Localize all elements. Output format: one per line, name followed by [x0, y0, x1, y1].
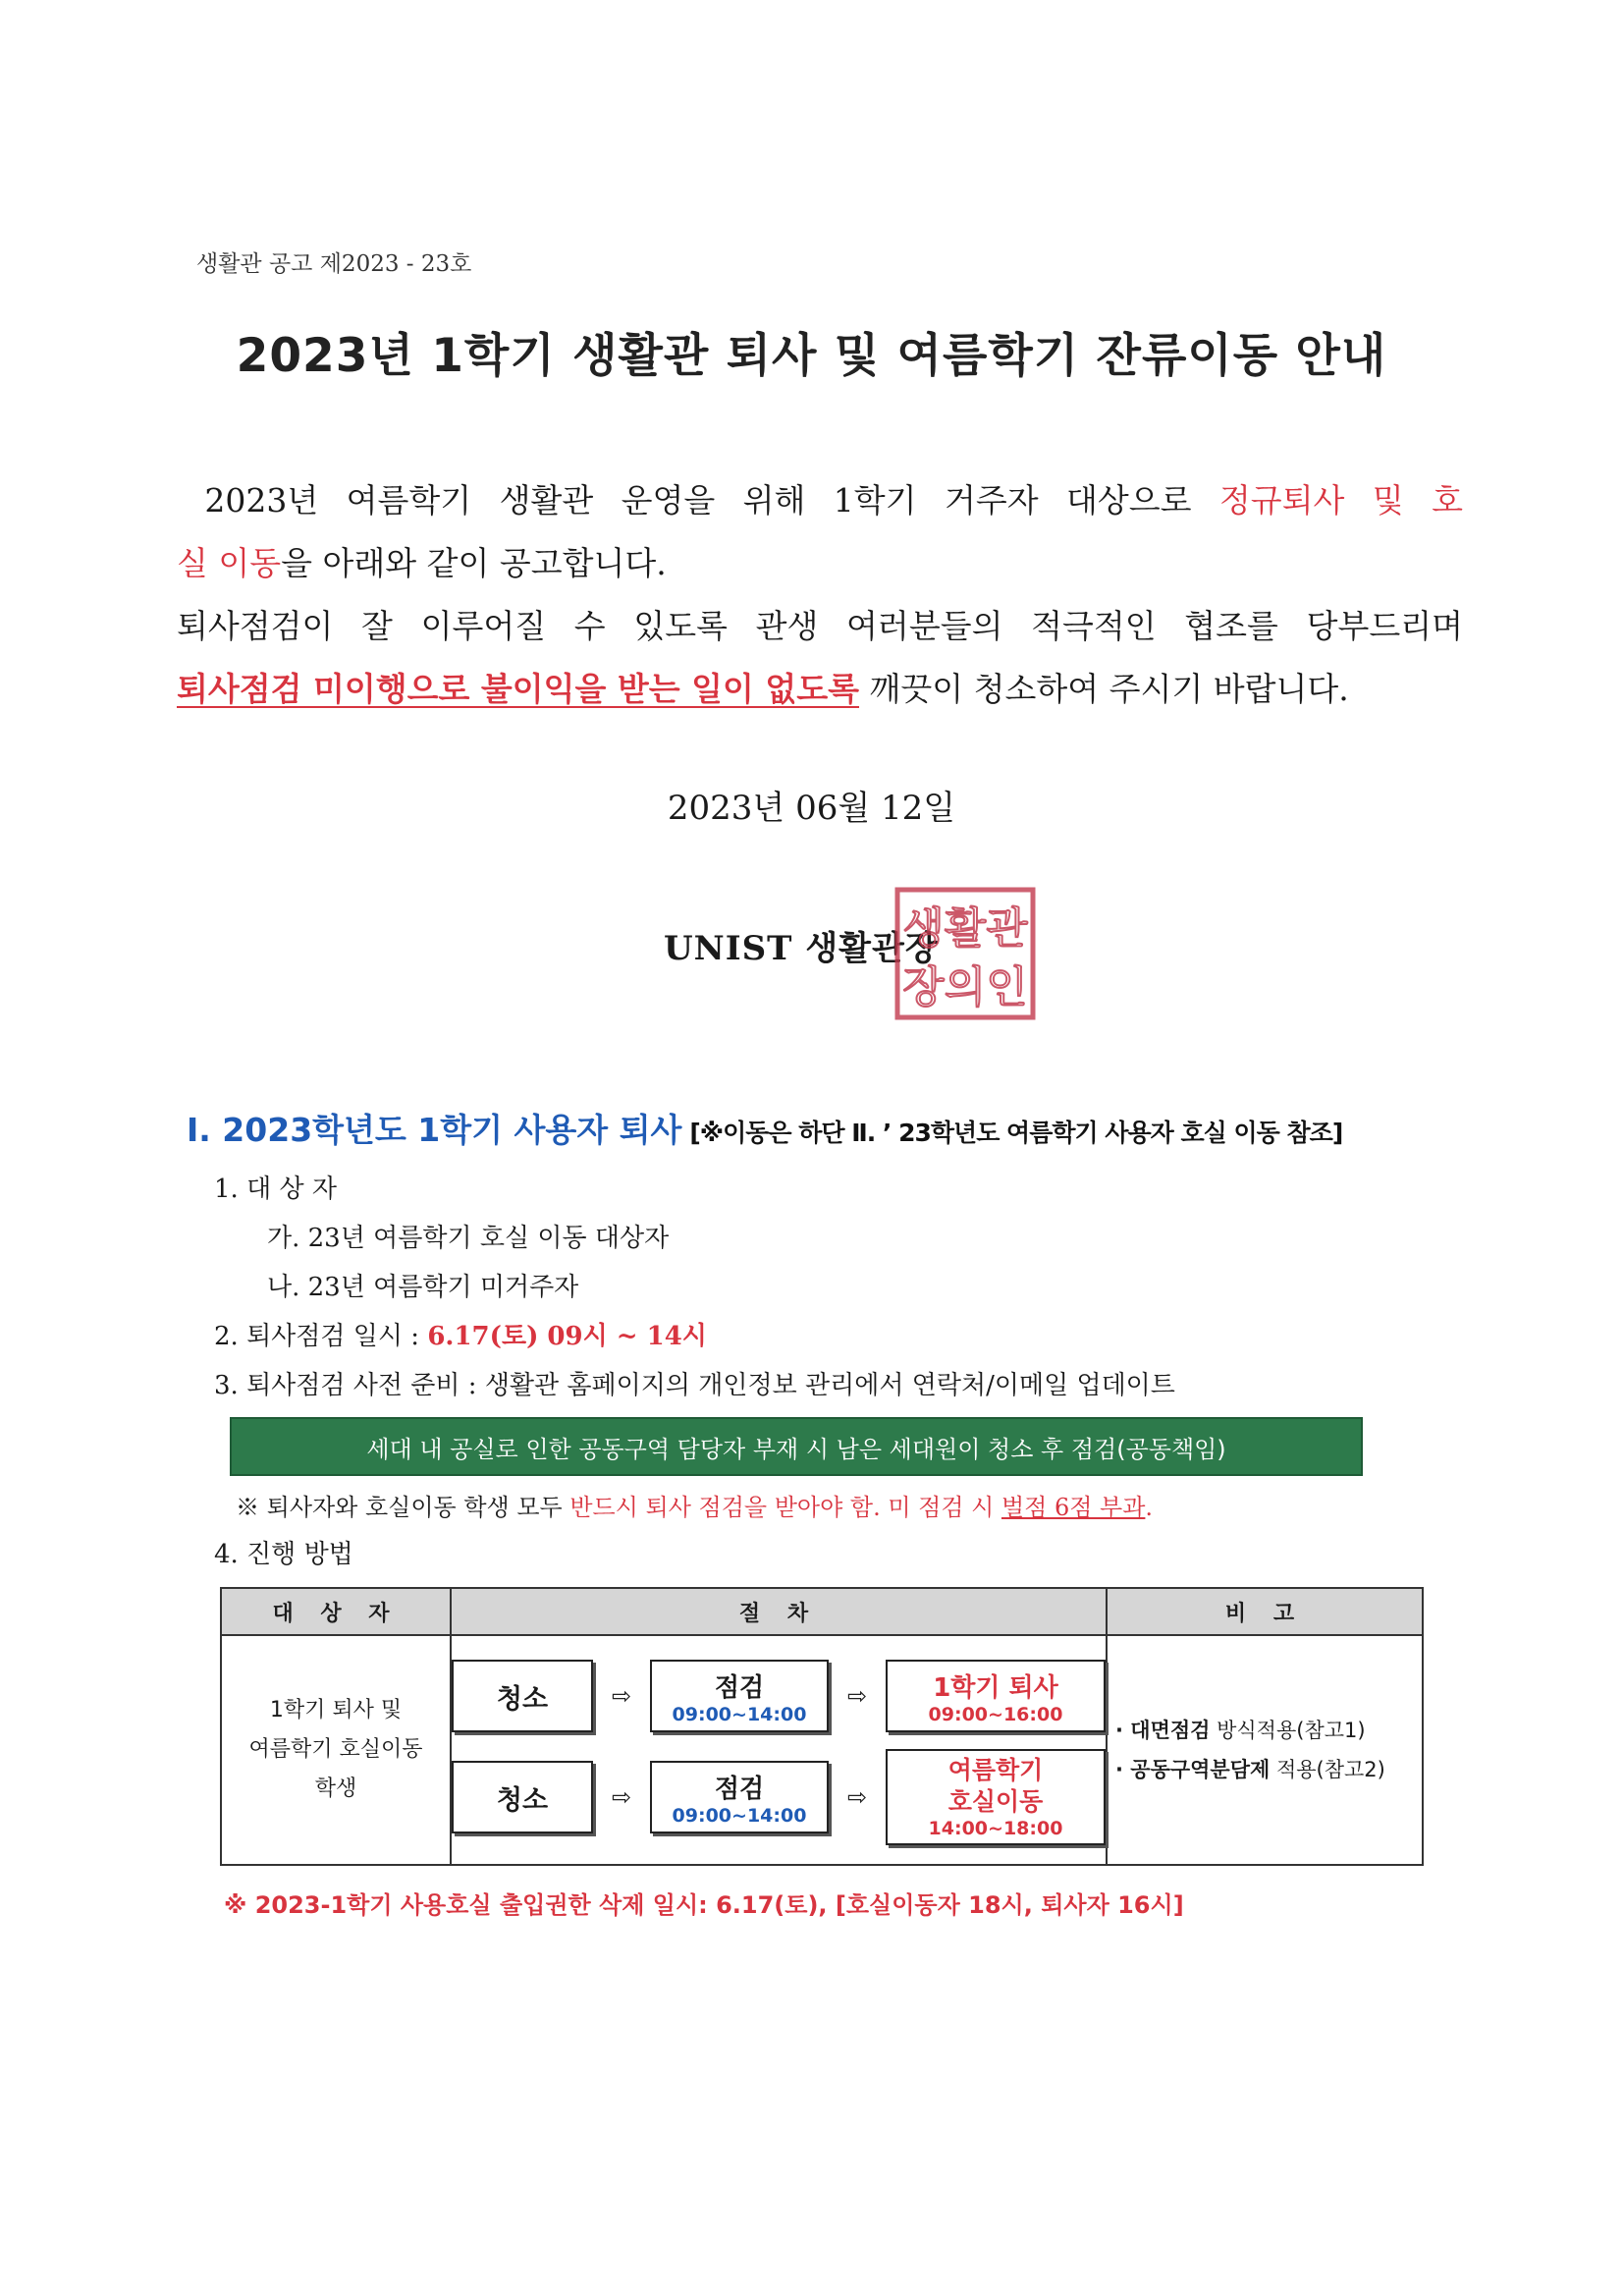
step-inspection-label: 점검 — [714, 1774, 765, 1804]
penalty-note — [236, 1488, 1153, 1522]
step-checkout-box — [886, 1660, 1106, 1732]
arrow-right-icon: ⇨ — [611, 1682, 632, 1710]
intro-line-1 — [177, 469, 1463, 532]
header-target: 대 상 자 — [221, 1588, 451, 1635]
step-room-move-time: 14:00~18:00 — [928, 1818, 1063, 1839]
access-removal-footnote: ※ 2023-1학기 사용호실 출입권한 삭제 일시: 6.17(토), [호실이동자 18시, 퇴사자 16시] — [224, 1891, 1184, 1919]
remark-line-1 — [1115, 1711, 1422, 1750]
step-room-move-box — [886, 1749, 1106, 1845]
step-clean-box: 청소 — [452, 1660, 593, 1732]
remark-2-text: 적용(참고2) — [1270, 1758, 1385, 1781]
remark-cell — [1107, 1635, 1423, 1865]
intro-highlight: 정규퇴사 및 호 — [1218, 481, 1463, 519]
penalty-note-warning: 반드시 퇴사 점검을 받아야 함. 미 점검 시 — [569, 1494, 1001, 1521]
target-line-2: 여름학기 호실이동 — [248, 1737, 423, 1762]
procedure-cell — [451, 1635, 1107, 1865]
section-1-note: [※이동은 하단 Ⅱ. ’ 23학년도 여름학기 사용자 호실 이동 참조] — [689, 1119, 1343, 1147]
intro-text: 2023년 여름학기 생활관 운영을 위해 1학기 거주자 대상으로 — [204, 481, 1219, 519]
remark-2-bold: · 공동구역분담제 — [1115, 1758, 1271, 1781]
seal-text-line-1: 생활관 — [902, 903, 1028, 954]
procedure-table — [220, 1587, 1424, 1866]
official-seal-stamp — [893, 886, 1037, 1021]
item-4: 4. 진행 방법 — [214, 1540, 353, 1569]
table-header-row — [221, 1588, 1423, 1635]
arrow-right-icon: ⇨ — [611, 1783, 632, 1811]
item-1b: 나. 23년 여름학기 미거주자 — [267, 1273, 579, 1302]
table-row — [221, 1635, 1423, 1865]
header-remark: 비 고 — [1107, 1588, 1423, 1635]
intro-text: 깨끗이 청소하여 주시기 바랍니다. — [859, 670, 1349, 708]
intro-line-2 — [177, 532, 1463, 595]
item-2-value: 6.17(토) 09시 ~ 14시 — [427, 1322, 707, 1351]
target-line-3: 학생 — [314, 1777, 357, 1801]
notice-date: 2023년 06월 12일 — [667, 789, 956, 828]
target-line-1: 1학기 퇴사 및 — [269, 1698, 403, 1722]
step-inspection-label: 점검 — [714, 1672, 765, 1703]
step-inspection-box — [650, 1761, 829, 1833]
item-2-label: 2. 퇴사점검 일시 : — [214, 1322, 428, 1351]
item-3: 3. 퇴사점검 사전 준비 : 생활관 홈페이지의 개인정보 관리에서 연락처/이메일 업데이트 — [214, 1371, 1175, 1400]
step-inspection-time: 09:00~14:00 — [672, 1703, 807, 1725]
item-1a: 가. 23년 여름학기 호실 이동 대상자 — [267, 1224, 670, 1253]
intro-warning: 퇴사점검 미이행으로 불이익을 받는 일이 없도록 — [177, 670, 860, 708]
remark-line-2 — [1115, 1750, 1422, 1789]
remark-1-bold: · 대면점검 — [1115, 1719, 1211, 1742]
penalty-note-end: . — [1145, 1494, 1154, 1521]
step-inspection-box — [650, 1660, 829, 1732]
section-1-title: Ⅰ. 2023학년도 1학기 사용자 퇴사 — [187, 1111, 682, 1149]
penalty-note-text: ※ 퇴사자와 호실이동 학생 모두 — [236, 1494, 570, 1521]
flow-row-checkout — [452, 1649, 1106, 1743]
step-checkout-time: 09:00~16:00 — [928, 1703, 1063, 1725]
target-cell — [221, 1635, 451, 1865]
intro-line-4 — [177, 658, 1463, 721]
shared-responsibility-banner: 세대 내 공실로 인한 공동구역 담당자 부재 시 남은 세대원이 청소 후 점검(공동책임) — [230, 1417, 1363, 1476]
header-procedure: 절 차 — [451, 1588, 1107, 1635]
step-inspection-time: 09:00~14:00 — [672, 1804, 807, 1827]
step-room-move-label-2: 호실이동 — [947, 1787, 1044, 1816]
section-1-heading — [187, 1105, 1342, 1151]
step-room-move-label-1: 여름학기 — [947, 1756, 1044, 1784]
penalty-note-points: 벌점 6점 부과 — [1001, 1494, 1146, 1521]
remark-1-text: 방식적용(참고1) — [1210, 1719, 1366, 1742]
arrow-right-icon: ⇨ — [846, 1783, 868, 1811]
page-title: 2023년 1학기 생활관 퇴사 및 여름학기 잔류이동 안내 — [236, 329, 1387, 383]
step-checkout-label: 1학기 퇴사 — [933, 1672, 1058, 1703]
seal-text-line-2: 장의인 — [902, 962, 1028, 1012]
intro-highlight: 실 이동 — [177, 544, 282, 582]
step-clean-box: 청소 — [452, 1761, 593, 1833]
item-1-label: 1. 대 상 자 — [214, 1175, 337, 1204]
intro-paragraph — [177, 469, 1463, 721]
notice-number: 생활관 공고 제2023 - 23호 — [196, 251, 472, 277]
intro-line-3: 퇴사점검이 잘 이루어질 수 있도록 관생 여러분들의 적극적인 협조를 당부드리며 — [177, 607, 1463, 645]
item-2 — [214, 1316, 707, 1352]
intro-text: 을 아래와 같이 공고합니다. — [281, 544, 667, 582]
arrow-right-icon: ⇨ — [846, 1682, 868, 1710]
flow-row-room-move — [452, 1743, 1106, 1851]
issuer-name: UNIST 생활관장 — [664, 929, 939, 968]
